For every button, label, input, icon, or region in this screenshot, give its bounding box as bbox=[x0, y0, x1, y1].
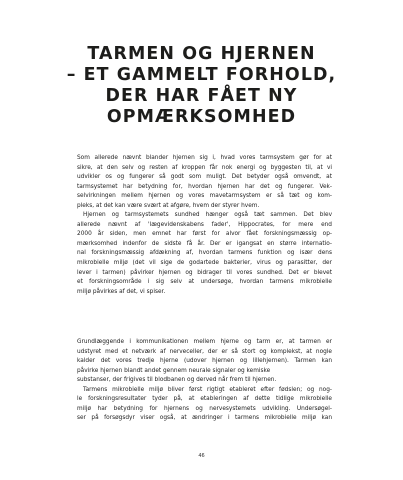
page-number: 46 bbox=[198, 453, 205, 459]
text-line: mærksomhed indenfor de sidste få år. Der er igangsat en større internatio- bbox=[77, 240, 332, 247]
text-line: udstyret med et netværk af nerveceller, der er så stort og komplekst, at nogle bbox=[77, 348, 332, 355]
text-line: Tarmens mikrobielle miljø bliver først rigtigt etableret efter fødslen; og nog- bbox=[83, 386, 332, 393]
chapter-title-line: DER HAR FÅET NY bbox=[105, 86, 298, 106]
text-line: miljø påvirkes af det, vi spiser. bbox=[77, 288, 166, 295]
text-line: pleks, at det kan være svært at afgøre, hvem der styrer hvem. bbox=[77, 202, 260, 209]
text-line: Grundlæggende i kommunikationen mellem hjerne og tarm er, at tarmen er bbox=[77, 339, 332, 345]
text-line: selvirkningen mellem hjernen og vores mavetarmsystem er så tæt og kom- bbox=[77, 193, 332, 200]
body-text-section-2 bbox=[77, 338, 332, 424]
chapter-title-line: TARMEN OG HJERNEN bbox=[87, 44, 316, 64]
text-line: substanser, der frigives til blodbanen og derved når frem til hjernen. bbox=[77, 377, 277, 384]
chapter-title-line: OPMÆRKSOMHED bbox=[106, 107, 297, 127]
text-line: tarmsystemet har betydning for, hvordan hjernen har det og fungerer. Vek- bbox=[77, 183, 332, 190]
text-line: lever i tarmen) påvirker hjernen og bidrager til vores sundhed. Det er blevet bbox=[77, 269, 332, 276]
body-text-section-1 bbox=[77, 154, 332, 297]
text-line: udvikler os og fungerer så godt som muligt. Det betyder også omvendt, at bbox=[77, 174, 332, 181]
text-line: miljø har betydning for hjernens og nervesystemets udvikling. Undersøgel- bbox=[77, 405, 332, 412]
text-line: sikre, at den selv og resten af kroppen får nok energi og byggesten til, at vi bbox=[77, 164, 332, 171]
text-line: mikrobielle miljø (det vil sige de godartede bakterier, virus og parasitter, der bbox=[77, 260, 332, 267]
text-line: påvirke hjernen blandt andet gennem neurale signaler og kemiske bbox=[77, 367, 271, 374]
text-line: Hjernen og tarmsystemets sundhed hænger også tæt sammen. Det blev bbox=[83, 212, 332, 219]
text-line: le forskningsresultater tyder på, at etableringen af dette tidlige mikrobielle bbox=[77, 396, 332, 403]
text-line: 2000 år siden, men emnet har først for alvor fået forskningsmæssig op- bbox=[77, 231, 332, 238]
text-line: allerede nævnt af 'lægevidenskabens fader', Hippocrates, for mere end bbox=[77, 221, 332, 228]
chapter-title-line: – ET GAMMELT FORHOLD, bbox=[66, 65, 337, 85]
text-line: kalder det vores tredje hjerne (udover hjernen og lillehjernen). Tarmen kan bbox=[77, 358, 332, 365]
text-line: Som allerede nævnt blander hjernen sig i, hvad vores tarmsystem gør for at bbox=[77, 155, 332, 161]
text-line: et forskningsområde i sig selv at undersøge, hvordan tarmens mikrobielle bbox=[77, 279, 332, 286]
chapter-title bbox=[40, 44, 363, 128]
text-line: nal forskningsmæssig afdækning af, hvordan tarmens funktion og især dens bbox=[77, 250, 332, 257]
text-line: ser på forsøgsdyr viser også, at ændringer i tarmens mikrobielle miljø kan bbox=[77, 415, 332, 422]
